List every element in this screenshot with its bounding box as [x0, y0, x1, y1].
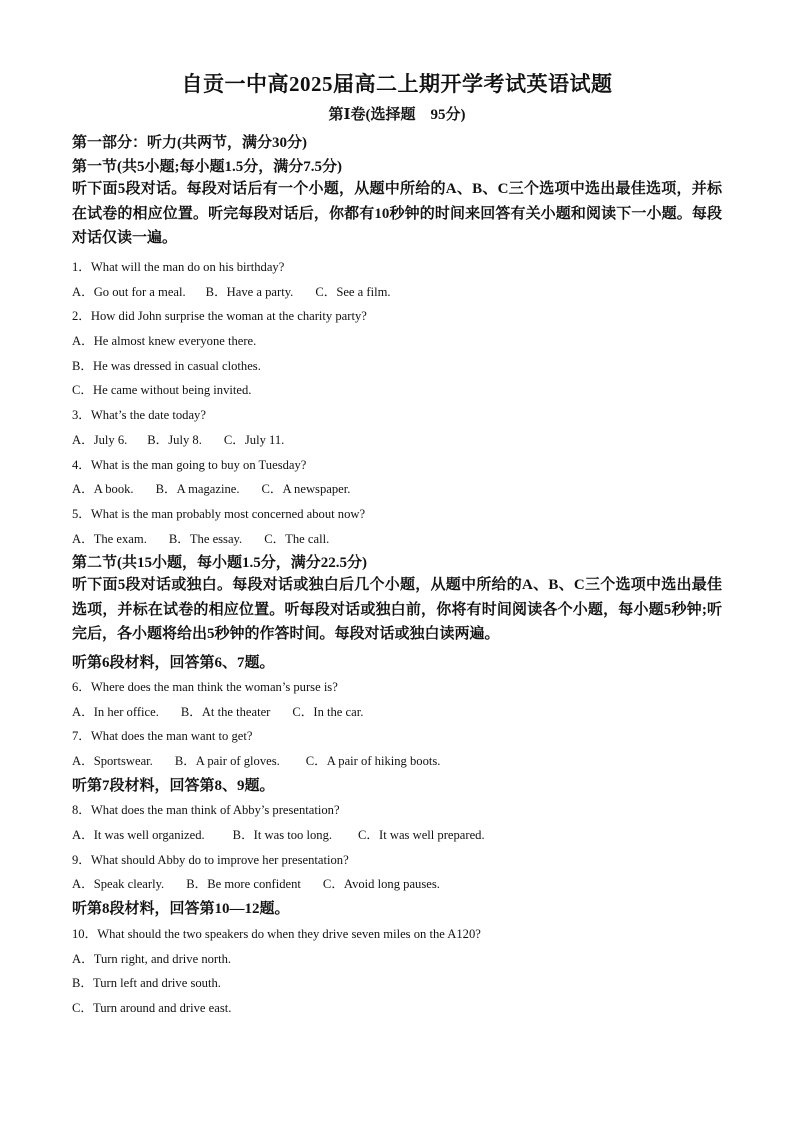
- option-b: B．Have a party.: [205, 285, 294, 299]
- option-c: C．In the car.: [292, 705, 364, 719]
- option-a: A．The exam.: [72, 532, 147, 546]
- option-a: A．A book.: [72, 482, 134, 496]
- option-c: C．July 11.: [223, 433, 285, 447]
- question-10-option-c: C．Turn around and drive east.: [72, 1001, 232, 1015]
- section2-instructions: 听下面5段对话或独白。每段对话或独白后几个小题，从题中所给的A、B、C三个选项中选出最佳选项，并标在试卷的相应位置。听每段对话或独白前，你将有时间阅读各个小题，每小题5秒钟;听完后，各小题将给出5秒钟的作答时间。每段对话或独白读两遍。: [72, 577, 722, 642]
- question-1-stem: 1．What will the man do on his birthday?: [72, 260, 285, 274]
- question-7-options: [72, 750, 440, 769]
- question-10-option-a: A．Turn right, and drive north.: [72, 952, 232, 966]
- question-10-stem: 10．What should the two speakers do when they drive seven miles on the A120?: [72, 927, 481, 941]
- question-9-options: [72, 873, 440, 892]
- option-a: A．It was well organized.: [72, 828, 205, 842]
- material-7-heading: 听第7段材料，回答第8、9题。: [72, 778, 275, 794]
- question-2-option-c: C．He came without being invited.: [72, 383, 252, 397]
- volume-heading: 第Ⅰ卷(选择题 95分): [328, 107, 466, 123]
- question-2-option-b: B．He was dressed in casual clothes.: [72, 359, 261, 373]
- part1-heading: 第一部分：听力(共两节，满分30分): [72, 135, 307, 151]
- question-3-stem: 3．What’s the date today?: [72, 408, 206, 422]
- question-4-options: [72, 478, 350, 497]
- option-b: B．The essay.: [168, 532, 243, 546]
- question-1-options: [72, 281, 391, 300]
- question-5-stem: 5．What is the man probably most concerned about now?: [72, 507, 366, 521]
- question-9-stem: 9．What should Abby do to improve her presentation?: [72, 853, 349, 867]
- question-10-option-b: B．Turn left and drive south.: [72, 976, 221, 990]
- option-a: A．July 6.: [72, 433, 128, 447]
- option-b: B．At the theater: [180, 705, 271, 719]
- option-b: B．A magazine.: [155, 482, 240, 496]
- question-8-stem: 8．What does the man think of Abby’s presentation?: [72, 803, 340, 817]
- section1-instructions: 听下面5段对话。每段对话后有一个小题，从题中所给的A、B、C三个选项中选出最佳选项，并标在试卷的相应位置。听完每段对话后，你都有10秒钟的时间来回答有关小题和阅读下一小题。每段对话仅读一遍。: [72, 181, 722, 246]
- question-2-option-a: A．He almost knew everyone there.: [72, 334, 257, 348]
- option-a: A．Sportswear.: [72, 754, 153, 768]
- option-a: A．Go out for a meal.: [72, 285, 186, 299]
- question-3-options: [72, 429, 284, 448]
- question-6-options: [72, 701, 363, 720]
- option-b: B．A pair of gloves.: [174, 754, 280, 768]
- material-8-heading: 听第8段材料，回答第10—12题。: [72, 901, 290, 917]
- question-6-stem: 6．Where does the man think the woman’s purse is?: [72, 680, 338, 694]
- option-a: A．Speak clearly.: [72, 877, 165, 891]
- question-2-stem: 2．How did John surprise the woman at the charity party?: [72, 309, 367, 323]
- option-c: C．See a film.: [315, 285, 391, 299]
- option-c: C．A pair of hiking boots.: [305, 754, 441, 768]
- option-b: B．It was too long.: [232, 828, 333, 842]
- option-c: C．The call.: [264, 532, 330, 546]
- question-4-stem: 4．What is the man going to buy on Tuesday?: [72, 458, 307, 472]
- option-c: C．A newspaper.: [261, 482, 351, 496]
- question-7-stem: 7．What does the man want to get?: [72, 729, 253, 743]
- option-b: B．July 8.: [147, 433, 202, 447]
- option-c: C．Avoid long pauses.: [322, 877, 440, 891]
- option-b: B．Be more confident: [186, 877, 301, 891]
- option-c: C．It was well prepared.: [358, 828, 485, 842]
- question-5-options: [72, 528, 329, 547]
- question-8-options: [72, 824, 485, 843]
- option-a: A．In her office.: [72, 705, 159, 719]
- section2-heading: 第二节(共15小题，每小题1.5分，满分22.5分): [72, 555, 367, 571]
- section1-heading: 第一节(共5小题;每小题1.5分，满分7.5分): [72, 159, 342, 175]
- exam-title: 自贡一中高2025届高二上期开学考试英语试题: [181, 72, 613, 96]
- material-6-heading: 听第6段材料，回答第6、7题。: [72, 655, 275, 671]
